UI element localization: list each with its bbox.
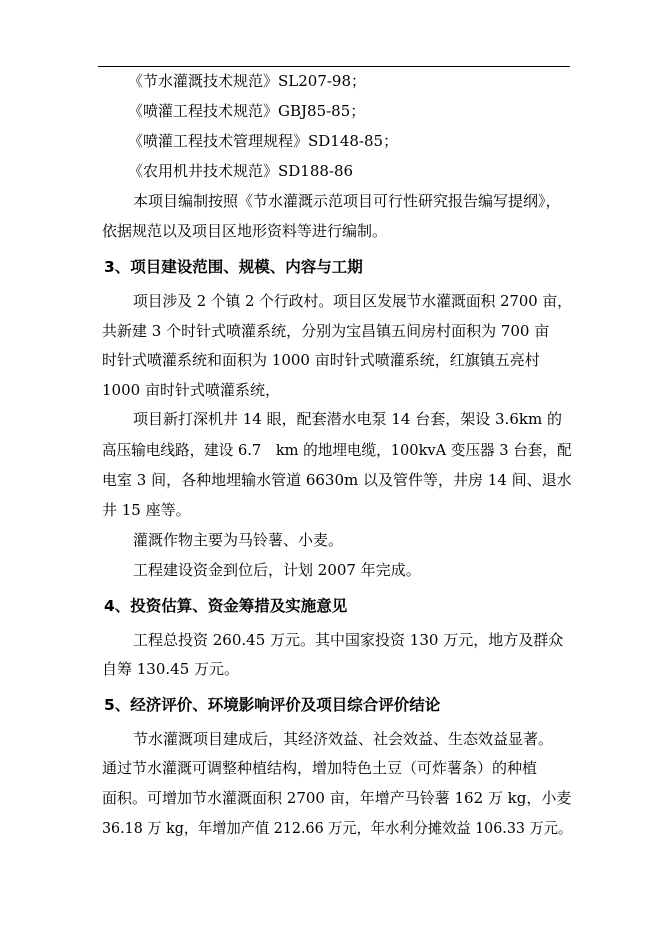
body-line: 井 15 座等。 (102, 501, 191, 519)
body-line: 1000 亩时针式喷灌系统， (102, 381, 280, 399)
body-line: 电室 3 间，各种地埋输水管道 6630m 以及管件等，井房 14 间、退水 (102, 471, 572, 489)
body-line: 自筹 130.45 万元。 (102, 660, 240, 678)
section-4-heading: 4、投资估算、资金筹措及实施意见 (104, 597, 348, 615)
body-line: 工程总投资 260.45 万元。其中国家投资 130 万元，地方及群众 (133, 631, 564, 649)
body-line: 工程建设资金到位后，计划 2007 年完成。 (133, 561, 421, 579)
body-line: 36.18 万 kg，年增加产值 212.66 万元，年水利分摊效益 106.33 万元。 (102, 819, 573, 837)
body-line: 灌溉作物主要为马铃薯、小麦。 (133, 531, 344, 549)
section-3-heading: 3、项目建设范围、规模、内容与工期 (104, 258, 363, 276)
body-line: 通过节水灌溉可调整种植结构，增加特色土豆（可炸薯条）的种植 (102, 759, 538, 777)
body-line: 项目涉及 2 个镇 2 个行政村。项目区发展节水灌溉面积 2700 亩， (133, 292, 572, 310)
ref-item: 《节水灌溉技术规范》SL207-98； (128, 72, 367, 90)
body-line: 高压输电线路，建设 6.7 km 的地埋电缆，100kvA 变压器 3 台套，配 (102, 441, 572, 459)
body-line: 共新建 3 个时针式喷灌系统，分别为宝昌镇五间房村面积为 700 亩 (102, 322, 550, 340)
ref-item: 《喷灌工程技术管理规程》SD148-85； (128, 132, 399, 150)
body-line: 项目新打深机井 14 眼，配套潜水电泵 14 台套，架设 3.6km 的 (133, 410, 562, 428)
header-rule (98, 66, 570, 67)
body-line: 节水灌溉项目建成后，其经济效益、社会效益、生态效益显著。 (133, 730, 554, 748)
intro-line: 本项目编制按照《节水灌溉示范项目可行性研究报告编写提纲》， (133, 192, 561, 210)
body-line: 面积。可增加节水灌溉面积 2700 亩，年增产马铃薯 162 万 kg，小麦 (102, 789, 572, 807)
body-line: 时针式喷灌系统和面积为 1000 亩时针式喷灌系统，红旗镇五亮村 (102, 351, 540, 369)
ref-item: 《喷灌工程技术规范》GBJ85-85； (128, 102, 366, 120)
ref-item: 《农用机井技术规范》SD188-86 (128, 162, 354, 180)
section-5-heading: 5、经济评价、环境影响评价及项目综合评价结论 (104, 696, 441, 714)
intro-line: 依据规范以及项目区地形资料等进行编制。 (102, 222, 388, 240)
